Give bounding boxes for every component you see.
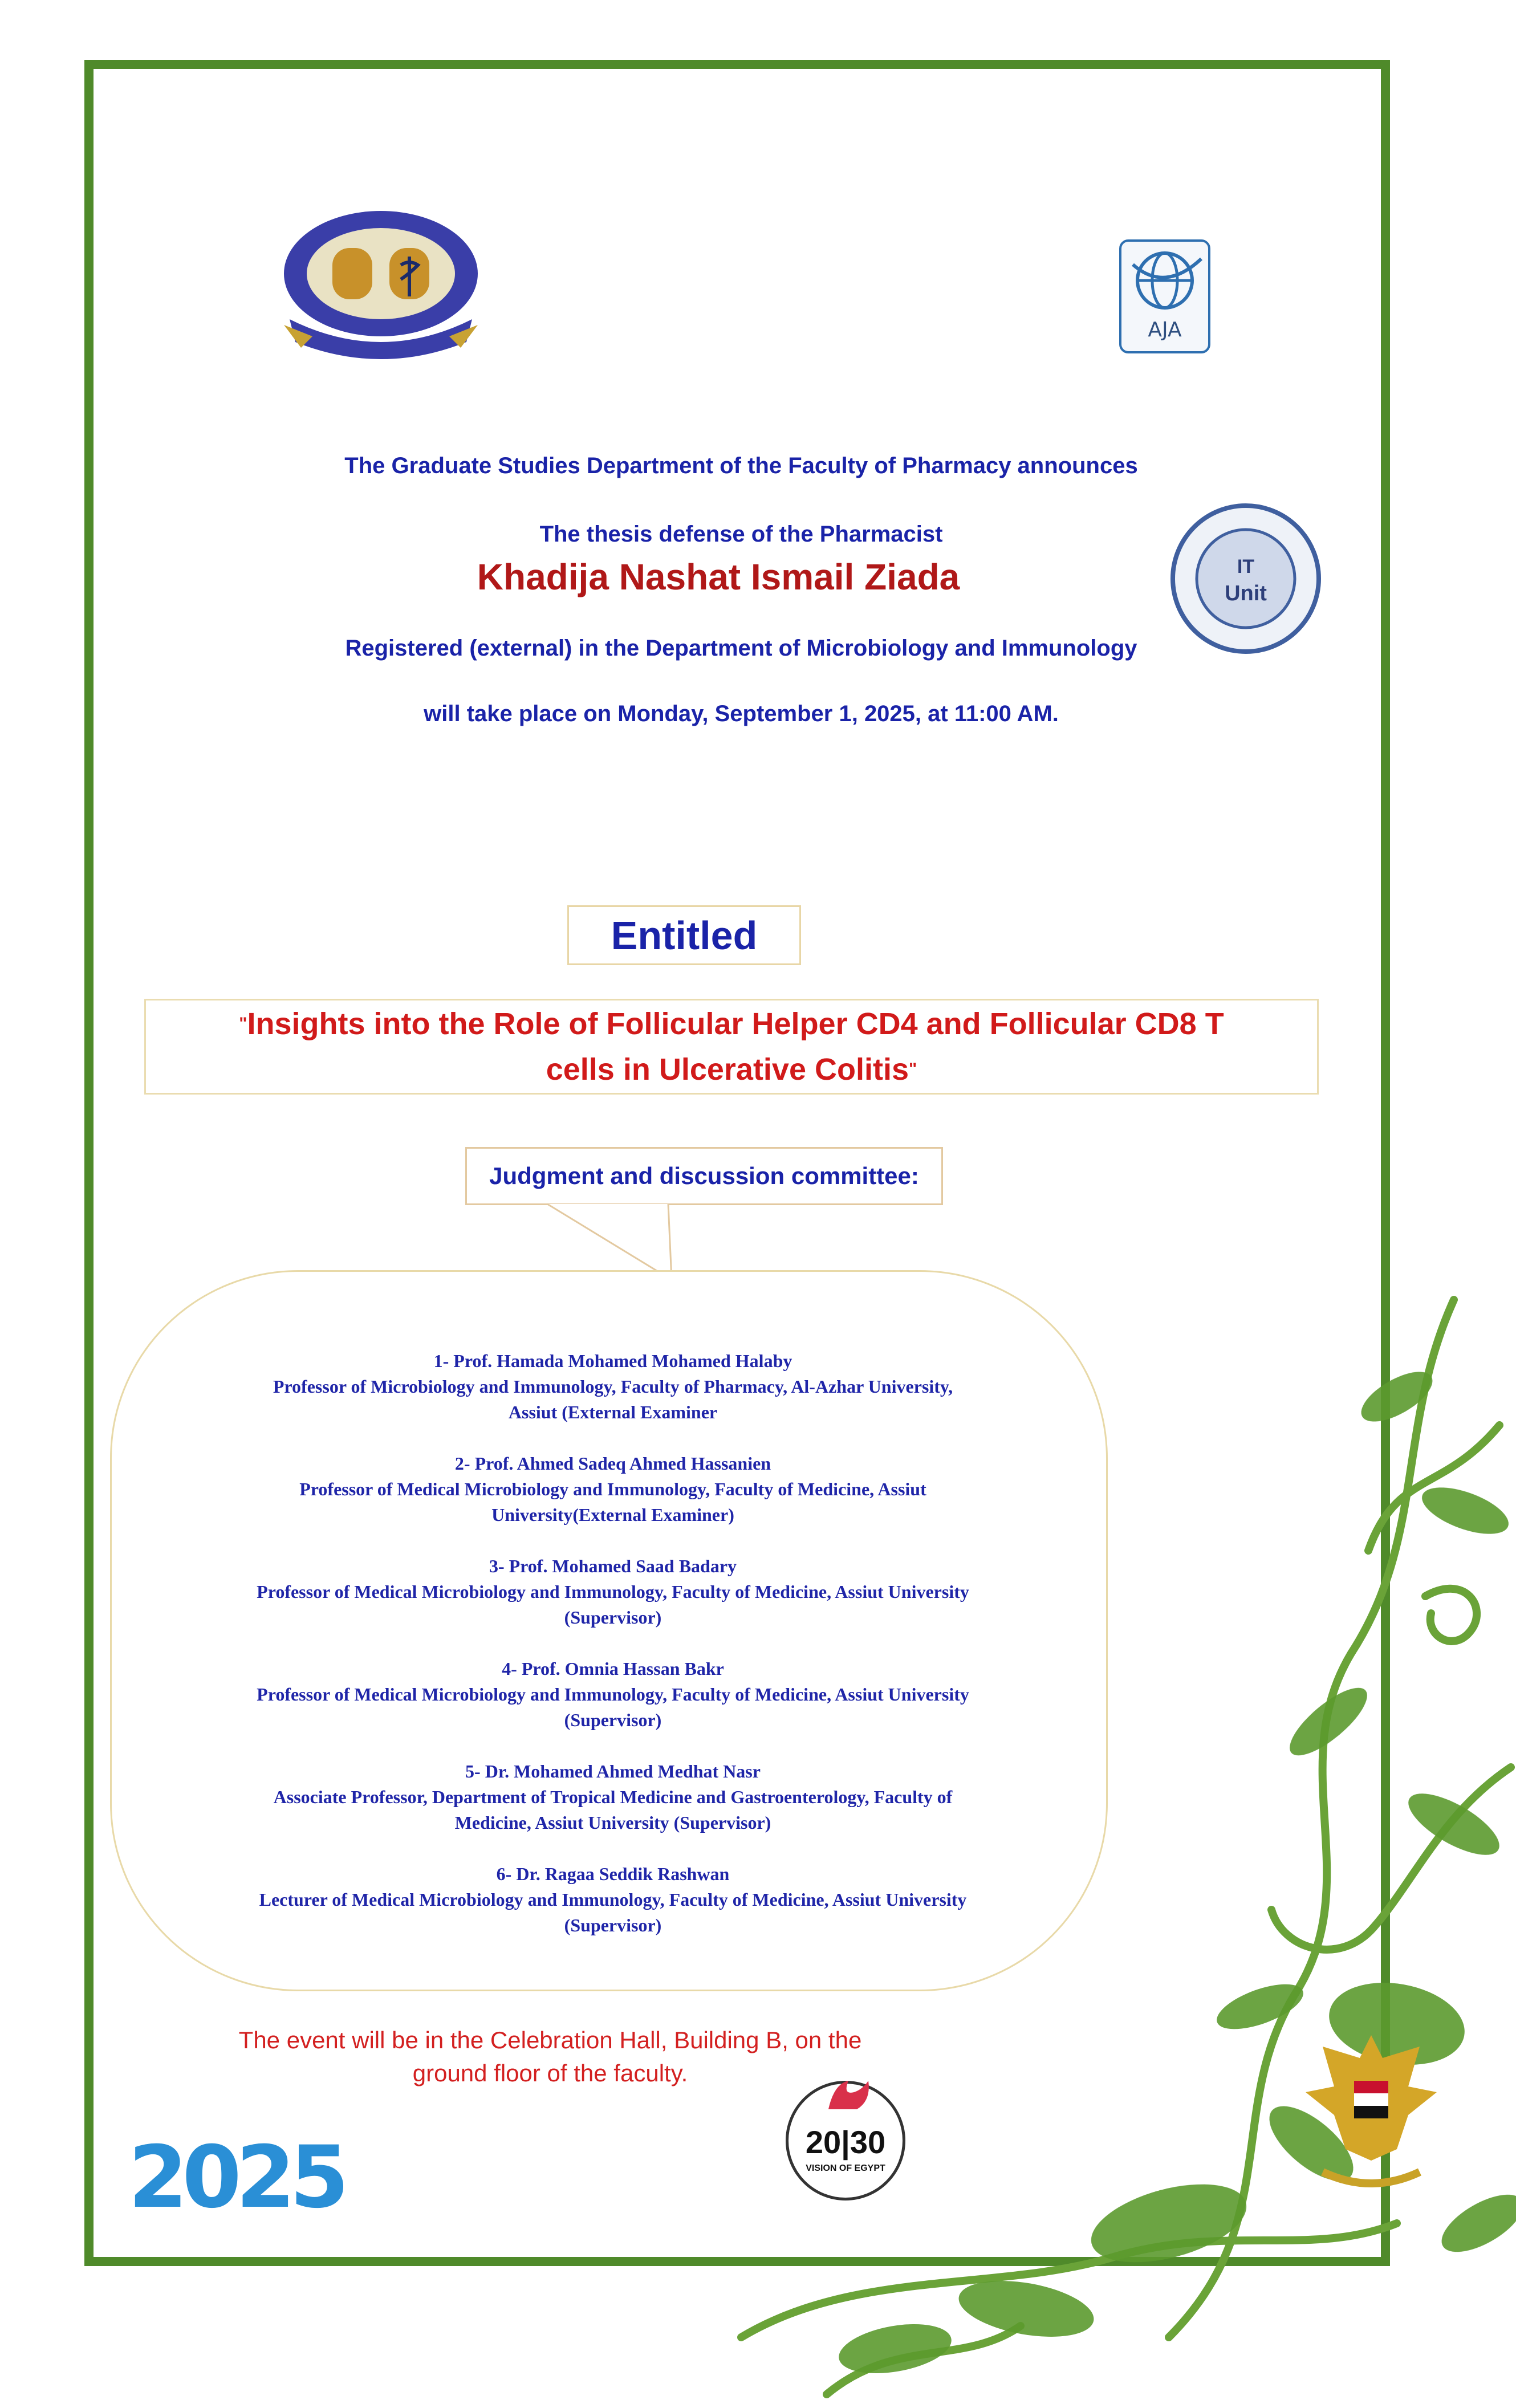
thesis-title-line-2: cells in Ulcerative Colitis [546,1052,909,1087]
committee-member [188,1553,1038,1630]
entitled-label: Entitled [567,905,801,965]
announcement-line-3: Registered (external) in the Department of Microbiology and Immunology [345,636,1137,661]
announcement-line-4: will take place on Monday, September 1, 2025, at 11:00 AM. [424,701,1059,726]
member-name: 2- Prof. Ahmed Sadeq Ahmed Hassanien [454,1453,771,1474]
committee-label: Judgment and discussion committee: [465,1147,943,1205]
aja-logo [1119,239,1210,353]
member-name: 6- Dr. Ragaa Seddik Rashwan [496,1864,730,1884]
member-name: 5- Dr. Mohamed Ahmed Medhat Nasr [465,1761,761,1781]
thesis-title-box [144,999,1319,1095]
vision-year-text: 20|30 [805,2124,886,2160]
committee-member [188,1348,1038,1425]
member-role: Professor of Medical Microbiology and Immunology, Faculty of Medicine, Assiut University [257,1581,969,1602]
committee-member [188,1861,1038,1938]
member-role: Professor of Medical Microbiology and Immunology, Faculty of Medicine, Assiut University [257,1684,969,1705]
member-name: 3- Prof. Mohamed Saad Badary [489,1556,737,1576]
member-role: Professor of Microbiology and Immunology, Faculty of Pharmacy, Al-Azhar University, [273,1376,953,1397]
vision-caption: VISION OF EGYPT [806,2163,885,2173]
member-role: Associate Professor, Department of Tropical Medicine and Gastroenterology, Faculty of [273,1787,953,1807]
member-role: (Supervisor) [564,1607,662,1628]
aja-logo-text: AJA [1148,318,1182,341]
member-name: 4- Prof. Omnia Hassan Bakr [502,1658,724,1679]
member-role: University(External Examiner) [491,1504,734,1525]
committee-list [188,1348,1038,1964]
candidate-name: Khadija Nashat Ismail Ziada [477,556,960,597]
faculty-of-pharmacy-logo [278,205,483,359]
member-role: Professor of Medical Microbiology and Immunology, Faculty of Medicine, Assiut [299,1479,926,1499]
member-name: 1- Prof. Hamada Mohamed Mohamed Halaby [433,1351,792,1371]
member-role: (Supervisor) [564,1915,662,1935]
year-2025-logo: 2025 [128,2128,344,2227]
committee-member [188,1656,1038,1733]
egypt-eagle-emblem [1300,2024,1442,2195]
venue-line-2: ground floor of the faculty. [412,2060,688,2086]
committee-member [188,1759,1038,1836]
it-unit-label-bottom: Unit [1225,581,1267,605]
member-role: (Supervisor) [564,1710,662,1730]
member-role: Medicine, Assiut University (Supervisor) [454,1812,771,1833]
member-role: Assiut (External Examiner [508,1402,718,1422]
announcement-line-2: The thesis defense of the Pharmacist [539,522,943,547]
globe-icon [1121,242,1208,316]
committee-member [188,1451,1038,1528]
thesis-title-close-quote: " [909,1060,917,1079]
egypt-vision-2030-logo [786,2081,905,2200]
venue-line-1: The event will be in the Celebration Hall, Building B, on the [238,2027,862,2053]
venue-note [194,2024,907,2090]
vision-flame-icon [823,2078,874,2112]
announcement-line-1: The Graduate Studies Department of the Faculty of Pharmacy announces [344,453,1138,478]
it-unit-label-top: IT [1237,556,1255,577]
thesis-title-open-quote: " [239,1014,247,1033]
member-role: Lecturer of Medical Microbiology and Immunology, Faculty of Medicine, Assiut University [259,1889,967,1910]
thesis-title-line-1: Insights into the Role of Follicular Helper CD4 and Follicular CD8 T [247,1007,1224,1041]
